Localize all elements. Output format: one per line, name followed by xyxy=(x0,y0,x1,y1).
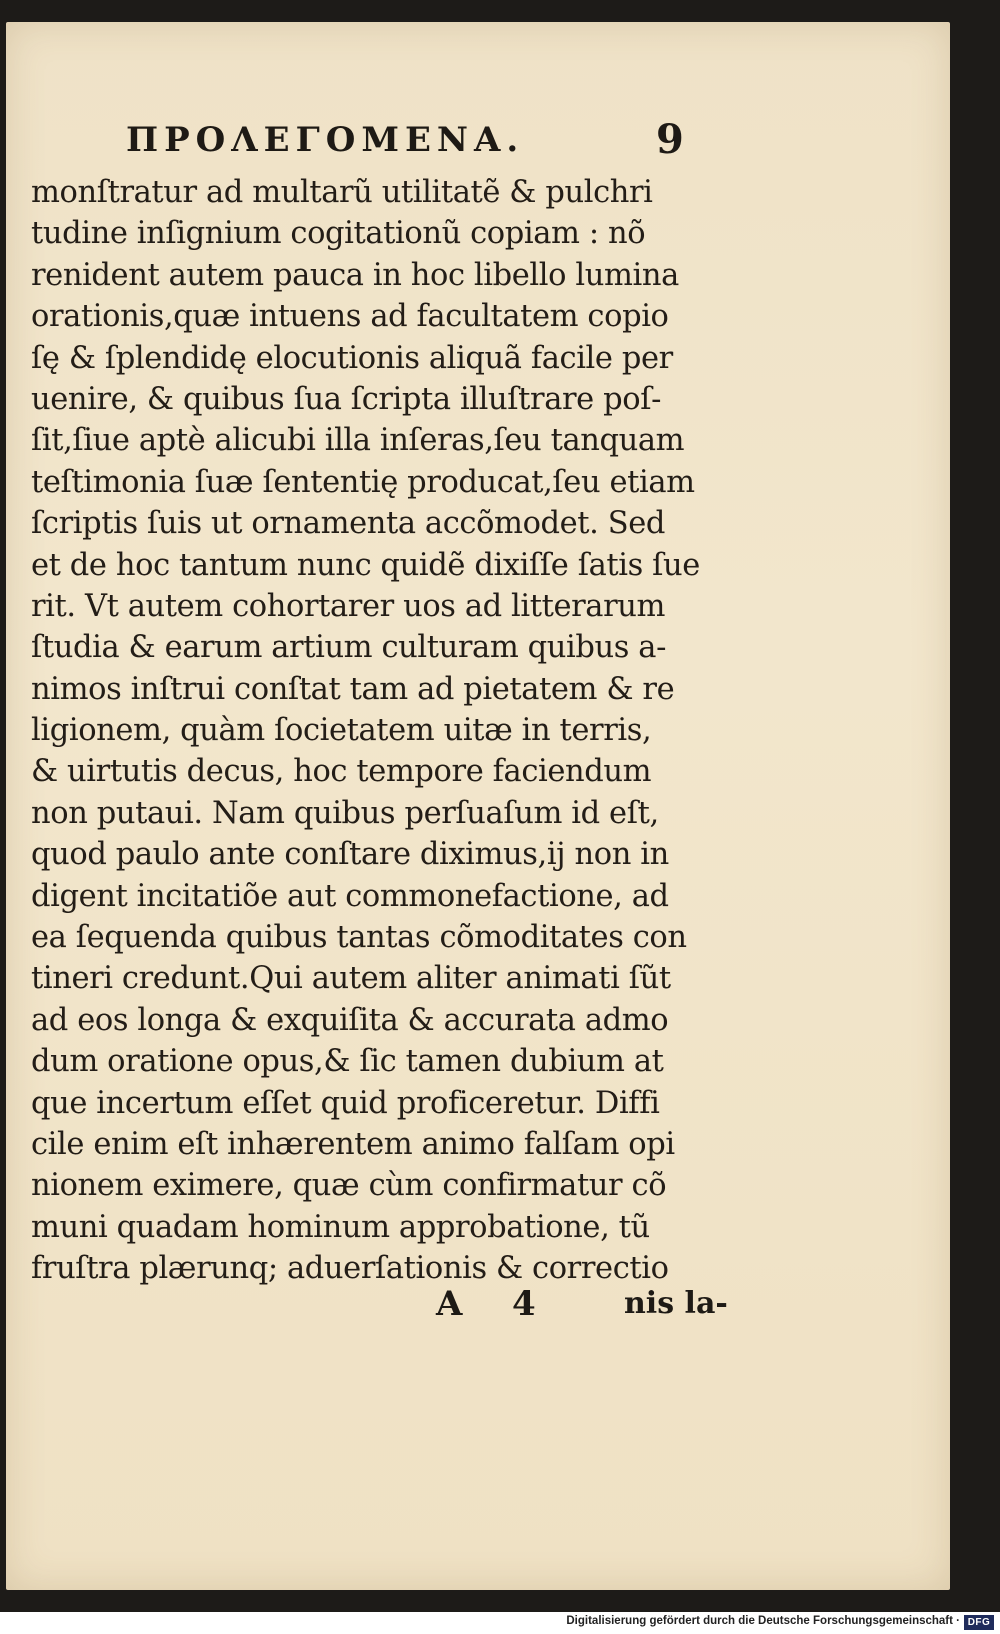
text-line: ad eos longa & exquiſita & accurata admo xyxy=(31,1002,669,1038)
text-line: digent incitatiõe aut commonefactione, ad xyxy=(31,878,669,914)
text-line: fruſtra plærunq; aduerſationis & correctio xyxy=(31,1251,669,1287)
text-line: quod paulo ante conſtare diximus,ij non in xyxy=(31,837,669,873)
text-line: & uirtutis decus, hoc tempore faciendum xyxy=(31,754,652,790)
text-line: ſę & ſplendidę elocutionis aliquã facile per xyxy=(31,340,673,376)
book-page xyxy=(6,22,950,1590)
signature-number: 4 xyxy=(512,1284,536,1324)
text-line: ea ſequenda quibus tantas cõmoditates con xyxy=(31,920,687,956)
body-text xyxy=(31,172,731,1290)
text-line: ſcriptis ſuis ut ornamenta accõmodet. Sed xyxy=(31,506,666,542)
text-line: nionem eximere, quæ cùm confirmatur cõ xyxy=(31,1168,667,1204)
running-title: ΠΡΟΛΕΓΟΜΕΝΑ. xyxy=(126,120,525,160)
page-content xyxy=(6,22,950,1590)
text-line: ligionem, quàm ſocietatem uitæ in terris, xyxy=(31,713,652,749)
text-line: cile enim eſt inhærentem animo falſam opi xyxy=(31,1126,675,1162)
page-number: 9 xyxy=(656,116,684,163)
text-line: rit. Vt autem cohortarer uos ad litterarum xyxy=(31,588,666,624)
text-line: dum oratione opus,& ſic tamen dubium at xyxy=(31,1044,664,1080)
text-line: que incertum eſſet quid proficeretur. Diffi xyxy=(31,1085,660,1121)
dfg-logo: DFG xyxy=(964,1615,994,1630)
text-line: teſtimonia ſuæ ſententię producat,ſeu etiam xyxy=(31,464,695,500)
text-line: ſit,ſiue aptè alicubi illa inſeras,ſeu tanquam xyxy=(31,423,685,459)
footer-bar xyxy=(0,1612,1000,1634)
catchword: nis la- xyxy=(624,1286,728,1321)
signature-mark: A xyxy=(436,1284,463,1324)
footer-credit: Digitalisierung gefördert durch die Deutsche Forschungsgemeinschaft · xyxy=(566,1615,960,1627)
text-line: monſtratur ad multarũ utilitatẽ & pulchri xyxy=(31,175,653,210)
signature-line xyxy=(436,1284,736,1334)
text-line: ſtudia & earum artium culturam quibus a- xyxy=(31,630,666,666)
text-line: tudine inſignium cogitationũ copiam : nõ xyxy=(31,216,646,252)
text-line: et de hoc tantum nunc quidẽ dixiſſe ſatis ſue xyxy=(31,547,700,583)
text-line: muni quadam hominum approbatione, tũ xyxy=(31,1209,650,1245)
text-line: orationis,quæ intuens ad facultatem copio xyxy=(31,299,669,335)
running-head xyxy=(126,116,726,180)
text-line: nimos inſtrui conſtat tam ad pietatem & re xyxy=(31,671,675,707)
text-line: non putaui. Nam quibus perſuaſum id eſt, xyxy=(31,795,659,831)
text-line: tineri credunt.Qui autem aliter animati ſũt xyxy=(31,961,671,997)
text-line: uenire, & quibus ſua ſcripta illuſtrare poſ- xyxy=(31,381,661,417)
text-line: renident autem pauca in hoc libello lumina xyxy=(31,257,679,293)
